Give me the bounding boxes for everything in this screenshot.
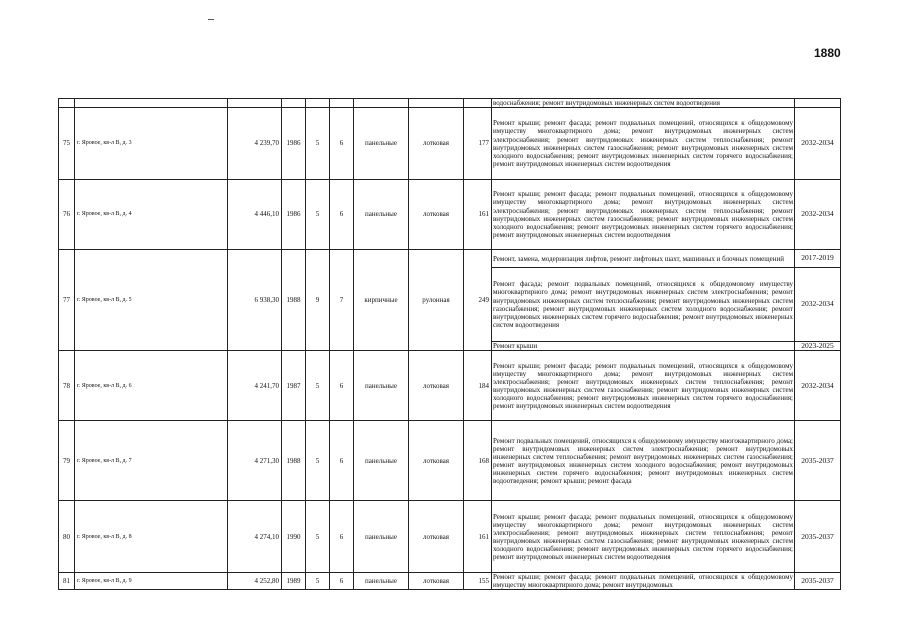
works-cell: Ремонт, замена, модернизация лифтов, ремонт лифтовых шахт, машинных и блочных помещений xyxy=(492,250,795,268)
roof-type-cell: рулонная xyxy=(409,250,464,351)
table-row xyxy=(59,351,841,421)
row-number: 81 xyxy=(59,573,75,590)
works-cell: Ремонт крыши; ремонт фасада; ремонт подвальных помещений, относящихся к общедомовому имуществу многоквартирного дома; ремонт внутридомовых инженерных систем электроснабжения; ремонт внутридомовых инженерных систем теплоснабжения; ремонт внутридомовых инженерных систем газоснабжения; ремонт внутридомовых инженерных систем холодного водоснабжения; ремонт внутридомовых инженерных систем горячего водоснабжения; ремонт внутридомовых инженерных систем водоотведения xyxy=(492,501,795,573)
year-cell: 1989 xyxy=(282,573,306,590)
floors-cell: 5 xyxy=(306,573,330,590)
entrances-cell: 6 xyxy=(330,180,354,250)
address-cell: г. Яровое, кв-л В, д. 9 xyxy=(75,573,228,590)
year-cell: 1986 xyxy=(282,180,306,250)
year-cell: 1988 xyxy=(282,250,306,351)
floors-cell: 5 xyxy=(306,501,330,573)
area-cell: 4 274,10 xyxy=(228,501,282,573)
entrances-cell: 6 xyxy=(330,573,354,590)
floors-cell: 9 xyxy=(306,250,330,351)
period-cell: 2035-2037 xyxy=(795,421,841,501)
works-cell: Ремонт подвальных помещений, относящихся к общедомовому имуществу многоквартирного дома; ремонт внутридомовых инженерных систем электроснабжения; ремонт внутридомовых инженерных систем теплоснабжения; ремонт внутридомовых инженерных систем газоснабжения; ремонт внутридомовых инженерных систем холодного водоснабжения; ремонт внутридомовых инженерных систем горячего водоснабжения; ремонт внутридомовых инженерных систем водоотведения; ремонт крыши; ремонт фасада xyxy=(492,421,795,501)
floors-cell: 5 xyxy=(306,351,330,421)
works-cell: Ремонт фасада; ремонт подвальных помещений, относящихся к общедомовому имуществу многоквартирного дома; ремонт внутридомовых инженерных систем электроснабжения; ремонт внутридомовых инженерных систем теплоснабжения; ремонт внутридомовых инженерных систем газоснабжения; ремонт внутридомовых инженерных систем холодного водоснабжения; ремонт внутридомовых инженерных систем горячего водоснабжения; ремонт внутридомовых инженерных систем водоотведения xyxy=(492,268,795,342)
roof-type-cell: лотковая xyxy=(409,421,464,501)
address-cell: г. Яровое, кв-л В, д. 3 xyxy=(75,108,228,180)
entrances-cell: 6 xyxy=(330,108,354,180)
wall-material-cell: панельные xyxy=(354,421,409,501)
roof-type-cell: лотковая xyxy=(409,501,464,573)
residents-cell: 161 xyxy=(464,501,492,573)
works-cell: Ремонт крыши; ремонт фасада; ремонт подвальных помещений, относящихся к общедомовому имуществу многоквартирного дома; ремонт внутридомовых инженерных систем электроснабжения; ремонт внутридомовых инженерных систем теплоснабжения; ремонт внутридомовых инженерных систем газоснабжения; ремонт внутридомовых инженерных систем холодного водоснабжения; ремонт внутридомовых инженерных систем горячего водоснабжения; ремонт внутридомовых инженерных систем водоотведения xyxy=(492,351,795,421)
wall-material-cell: панельные xyxy=(354,108,409,180)
period-cell: 2032-2034 xyxy=(795,351,841,421)
wall-material-cell: панельные xyxy=(354,573,409,590)
year-cell: 1987 xyxy=(282,351,306,421)
period-cell: 2035-2037 xyxy=(795,573,841,590)
period-cell: 2032-2034 xyxy=(795,108,841,180)
year-cell: 1990 xyxy=(282,501,306,573)
roof-type-cell: лотковая xyxy=(409,108,464,180)
period-cell: 2035-2037 xyxy=(795,501,841,573)
works-cell: Ремонт крыши xyxy=(492,342,795,351)
table-row xyxy=(59,99,841,108)
residents-cell: 249 xyxy=(464,250,492,351)
area-cell: 4 446,10 xyxy=(228,180,282,250)
area-cell: 4 239,70 xyxy=(228,108,282,180)
address-cell: г. Яровое, кв-л В, д. 8 xyxy=(75,501,228,573)
period-cell: 2023-2025 xyxy=(795,342,841,351)
area-cell: 4 271,30 xyxy=(228,421,282,501)
table-row xyxy=(59,573,841,590)
period-cell: 2032-2034 xyxy=(795,180,841,250)
residents-cell: 161 xyxy=(464,180,492,250)
row-number: 80 xyxy=(59,501,75,573)
floors-cell: 5 xyxy=(306,421,330,501)
table-row xyxy=(59,501,841,573)
year-cell: 1988 xyxy=(282,421,306,501)
residents-cell: 168 xyxy=(464,421,492,501)
entrances-cell: 7 xyxy=(330,250,354,351)
residents-cell: 177 xyxy=(464,108,492,180)
roof-type-cell: лотковая xyxy=(409,180,464,250)
wall-material-cell: панельные xyxy=(354,351,409,421)
row-number: 76 xyxy=(59,180,75,250)
wall-material-cell: панельные xyxy=(354,180,409,250)
wall-material-cell: кирпичные xyxy=(354,250,409,351)
period-cell: 2017-2019 xyxy=(795,250,841,268)
row-number: 78 xyxy=(59,351,75,421)
residents-cell: 184 xyxy=(464,351,492,421)
entrances-cell: 6 xyxy=(330,421,354,501)
roof-type-cell: лотковая xyxy=(409,351,464,421)
roof-type-cell: лотковая xyxy=(409,573,464,590)
address-cell: г. Яровое, кв-л В, д. 4 xyxy=(75,180,228,250)
row-number: 77 xyxy=(59,250,75,351)
address-cell: г. Яровое, кв-л В, д. 6 xyxy=(75,351,228,421)
works-cell: водоснабжения; ремонт внутридомовых инженерных систем водоотведения xyxy=(492,99,795,108)
address-cell: г. Яровое, кв-л В, д. 5 xyxy=(75,250,228,351)
works-cell: Ремонт крыши; ремонт фасада; ремонт подвальных помещений, относящихся к общедомовому имуществу многоквартирного дома; ремонт внутридомовых инженерных систем электроснабжения; ремонт внутридомовых инженерных систем теплоснабжения; ремонт внутридомовых инженерных систем газоснабжения; ремонт внутридомовых инженерных систем холодного водоснабжения; ремонт внутридомовых инженерных систем горячего водоснабжения; ремонт внутридомовых инженерных систем водоотведения xyxy=(492,180,795,250)
year-cell: 1986 xyxy=(282,108,306,180)
scan-mark xyxy=(208,19,214,20)
works-cell: Ремонт крыши; ремонт фасада; ремонт подвальных помещений, относящихся к общедомовому имуществу многоквартирного дома; ремонт внутридомовых xyxy=(493,573,793,590)
table-row xyxy=(59,250,841,268)
area-cell: 4 241,70 xyxy=(228,351,282,421)
residents-cell: 155 xyxy=(464,573,492,590)
works-cell: Ремонт крыши; ремонт фасада; ремонт подвальных помещений, относящихся к общедомовому имуществу многоквартирного дома; ремонт внутридомовых инженерных систем электроснабжения; ремонт внутридомовых инженерных систем теплоснабжения; ремонт внутридомовых инженерных систем газоснабжения; ремонт внутридомовых инженерных систем холодного водоснабжения; ремонт внутридомовых инженерных систем горячего водоснабжения; ремонт внутридомовых инженерных систем водоотведения xyxy=(492,108,795,180)
area-cell: 6 938,30 xyxy=(228,250,282,351)
table-row xyxy=(59,180,841,250)
table-row xyxy=(59,108,841,180)
address-cell: г. Яровое, кв-л В, д. 7 xyxy=(75,421,228,501)
area-cell: 4 252,80 xyxy=(228,573,282,590)
capital-repair-table xyxy=(58,98,841,590)
row-number: 75 xyxy=(59,108,75,180)
floors-cell: 5 xyxy=(306,108,330,180)
page-number: 1880 xyxy=(814,46,841,60)
wall-material-cell: панельные xyxy=(354,501,409,573)
table-row xyxy=(59,421,841,501)
entrances-cell: 6 xyxy=(330,351,354,421)
entrances-cell: 6 xyxy=(330,501,354,573)
floors-cell: 5 xyxy=(306,180,330,250)
period-cell: 2032-2034 xyxy=(795,268,841,342)
row-number: 79 xyxy=(59,421,75,501)
